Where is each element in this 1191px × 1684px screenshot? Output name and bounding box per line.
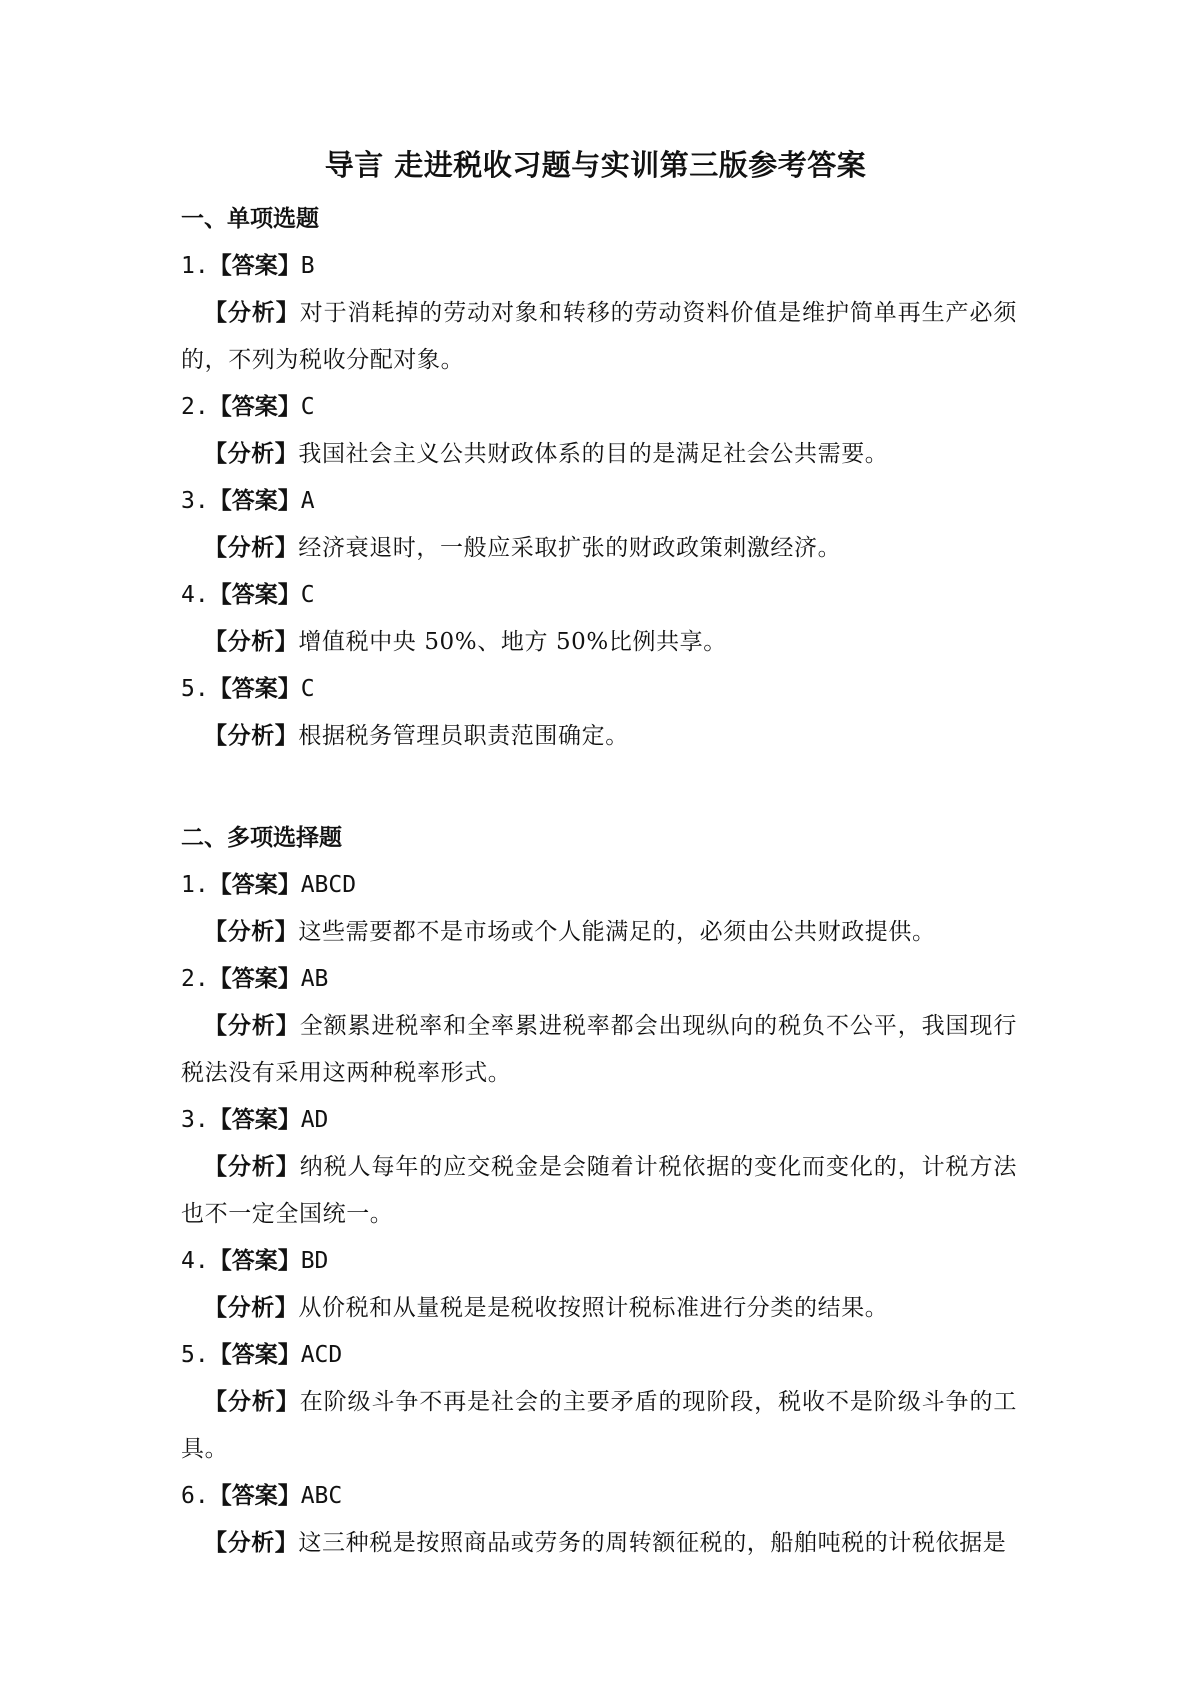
analysis-text: 增值税中央 50%、地方 50%比例共享。 [298, 629, 727, 655]
analysis-tag: 【分析】 [204, 629, 299, 655]
analysis-text: 在阶级斗争不再是社会的主要矛盾的现阶段，税收不是阶级斗争的工具。 [181, 1389, 1017, 1462]
answer-value: ACD [300, 1342, 343, 1368]
question-number: 4. [181, 1248, 209, 1274]
question-item [181, 666, 1017, 760]
question-number: 6. [181, 1483, 209, 1509]
answer-line [181, 666, 1017, 713]
answer-value: C [300, 394, 315, 420]
answer-value: AD [300, 1107, 329, 1133]
question-number: 1. [181, 253, 209, 279]
question-item [181, 1473, 1017, 1567]
question-item [181, 478, 1017, 572]
analysis-text: 从价税和从量税是是税收按照计税标准进行分类的结果。 [298, 1295, 889, 1321]
analysis-text: 这些需要都不是市场或个人能满足的，必须由公共财政提供。 [298, 919, 936, 945]
answer-value: AB [300, 966, 329, 992]
answer-line [181, 1473, 1017, 1520]
question-item [181, 862, 1017, 956]
analysis-text: 我国社会主义公共财政体系的目的是满足社会公共需要。 [298, 441, 889, 467]
analysis-paragraph [181, 1003, 1017, 1097]
analysis-tag: 【分析】 [204, 441, 299, 467]
question-item [181, 956, 1017, 1097]
answer-tag: 【答案】 [208, 1248, 301, 1274]
answer-line [181, 478, 1017, 525]
answer-content [181, 196, 1017, 1567]
answer-line [181, 243, 1017, 290]
answer-value: B [300, 253, 315, 279]
section-heading-multiple-choice: 二、多项选择题 [181, 825, 342, 851]
analysis-paragraph [181, 1285, 1017, 1332]
analysis-text: 全额累进税率和全率累进税率都会出现纵向的税负不公平，我国现行税法没有采用这两种税率形式。 [181, 1013, 1017, 1086]
question-item [181, 243, 1017, 384]
analysis-text: 这三种税是按照商品或劳务的周转额征税的，船舶吨税的计税依据是 [298, 1530, 1007, 1556]
analysis-tag: 【分析】 [204, 919, 299, 945]
analysis-tag: 【分析】 [204, 1295, 299, 1321]
analysis-text: 对于消耗掉的劳动对象和转移的劳动资料价值是维护简单再生产必须的，不列为税收分配对象。 [181, 300, 1017, 373]
analysis-tag: 【分析】 [204, 1154, 300, 1180]
answer-tag: 【答案】 [208, 394, 301, 420]
answer-tag: 【答案】 [208, 582, 301, 608]
question-number: 3. [181, 488, 209, 514]
answer-line [181, 572, 1017, 619]
analysis-paragraph [181, 713, 1017, 760]
analysis-tag: 【分析】 [204, 300, 300, 326]
answer-tag: 【答案】 [208, 1483, 301, 1509]
question-item [181, 1238, 1017, 1332]
answer-tag: 【答案】 [208, 872, 301, 898]
answer-line [181, 1097, 1017, 1144]
question-number: 1. [181, 872, 209, 898]
analysis-paragraph [181, 909, 1017, 956]
answer-value: C [300, 582, 315, 608]
answer-line [181, 384, 1017, 431]
analysis-paragraph [181, 290, 1017, 384]
question-number: 5. [181, 676, 209, 702]
question-item [181, 572, 1017, 666]
analysis-paragraph [181, 1520, 1017, 1567]
answer-value: ABCD [300, 872, 357, 898]
page-title: 导言 走进税收习题与实训第三版参考答案 [324, 148, 867, 182]
analysis-paragraph [181, 1379, 1017, 1473]
answer-tag: 【答案】 [208, 488, 301, 514]
answer-tag: 【答案】 [208, 1107, 301, 1133]
analysis-text: 经济衰退时，一般应采取扩张的财政政策刺激经济。 [298, 535, 842, 561]
analysis-text: 根据税务管理员职责范围确定。 [298, 723, 629, 749]
analysis-tag: 【分析】 [204, 1389, 300, 1415]
answer-tag: 【答案】 [208, 676, 301, 702]
analysis-paragraph [181, 431, 1017, 478]
analysis-paragraph [181, 1144, 1017, 1238]
analysis-paragraph [181, 619, 1017, 666]
question-number: 5. [181, 1342, 209, 1368]
question-item [181, 1097, 1017, 1238]
analysis-paragraph [181, 525, 1017, 572]
answer-line [181, 956, 1017, 1003]
section-heading-single-choice: 一、单项选题 [181, 206, 319, 232]
section-spacer [181, 760, 1017, 815]
answer-line [181, 862, 1017, 909]
answer-tag: 【答案】 [208, 1342, 301, 1368]
answer-value: C [300, 676, 315, 702]
analysis-tag: 【分析】 [204, 1530, 299, 1556]
question-number: 4. [181, 582, 209, 608]
analysis-tag: 【分析】 [204, 1013, 300, 1039]
answer-line [181, 1332, 1017, 1379]
answer-tag: 【答案】 [208, 253, 301, 279]
answer-value: ABC [300, 1483, 343, 1509]
analysis-text: 纳税人每年的应交税金是会随着计税依据的变化而变化的，计税方法也不一定全国统一。 [181, 1154, 1017, 1227]
analysis-tag: 【分析】 [204, 723, 299, 749]
question-item [181, 1332, 1017, 1473]
answer-tag: 【答案】 [208, 966, 301, 992]
answer-value: A [300, 488, 315, 514]
question-number: 2. [181, 394, 209, 420]
answer-value: BD [300, 1248, 329, 1274]
question-number: 3. [181, 1107, 209, 1133]
question-number: 2. [181, 966, 209, 992]
question-item [181, 384, 1017, 478]
answer-line [181, 1238, 1017, 1285]
analysis-tag: 【分析】 [204, 535, 299, 561]
